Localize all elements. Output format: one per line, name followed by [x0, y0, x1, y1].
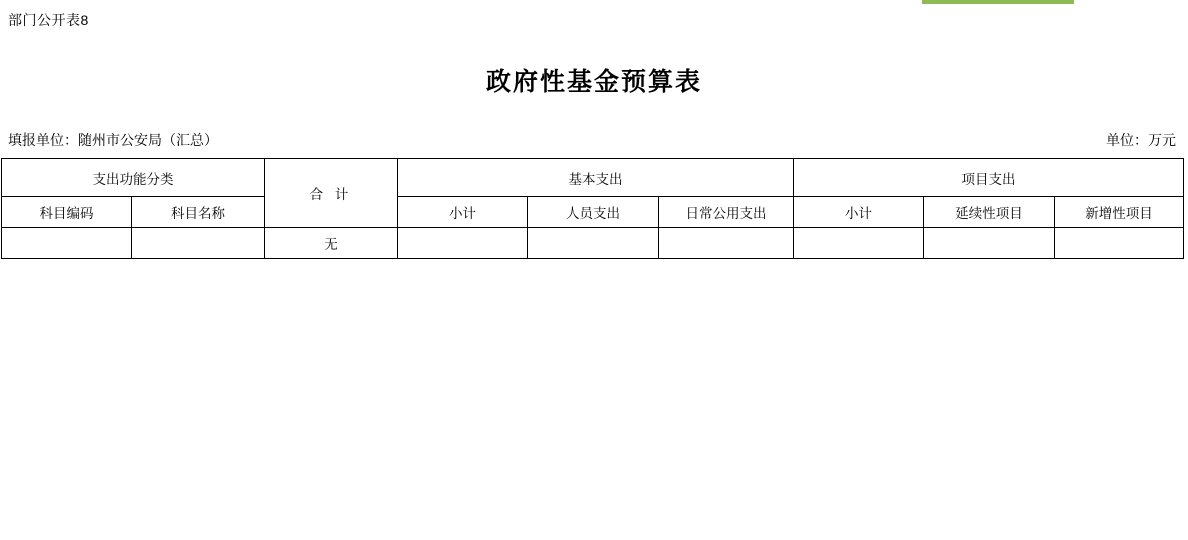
document-tag: 部门公开表8: [8, 12, 89, 28]
cell-continuing: [924, 228, 1055, 259]
header-basic-expenditure: 基本支出: [398, 159, 794, 197]
top-accent-bar: [922, 0, 1074, 4]
header-project-expenditure: 项目支出: [794, 159, 1184, 197]
table-header-sub-row: [2, 197, 1184, 228]
header-project-subtotal: 小计: [794, 197, 924, 228]
header-continuing-project: 延续性项目: [924, 197, 1055, 228]
budget-table: [1, 158, 1184, 259]
header-function-class: 支出功能分类: [2, 159, 265, 197]
table-row: [2, 228, 1184, 259]
table-header-group-row: [2, 159, 1184, 197]
header-total: 合 计: [265, 159, 398, 228]
header-subject-code: 科目编码: [2, 197, 132, 228]
cell-personnel: [528, 228, 659, 259]
header-daily-public-expenditure: 日常公用支出: [659, 197, 794, 228]
filler-unit-label: 填报单位：随州市公安局（汇总）: [8, 132, 218, 148]
amount-unit-label: 单位：万元: [1106, 132, 1176, 148]
meta-row: [0, 130, 1188, 150]
page-title: 政府性基金预算表: [485, 67, 702, 96]
cell-total: 无: [265, 228, 398, 259]
header-personnel-expenditure: 人员支出: [528, 197, 659, 228]
cell-subject-name: [132, 228, 265, 259]
cell-new-added: [1055, 228, 1184, 259]
header-new-project: 新增性项目: [1055, 197, 1184, 228]
header-basic-subtotal: 小计: [398, 197, 528, 228]
cell-basic-subtotal: [398, 228, 528, 259]
header-subject-name: 科目名称: [132, 197, 265, 228]
cell-subject-code: [2, 228, 132, 259]
cell-daily-public: [659, 228, 794, 259]
cell-project-subtotal: [794, 228, 924, 259]
